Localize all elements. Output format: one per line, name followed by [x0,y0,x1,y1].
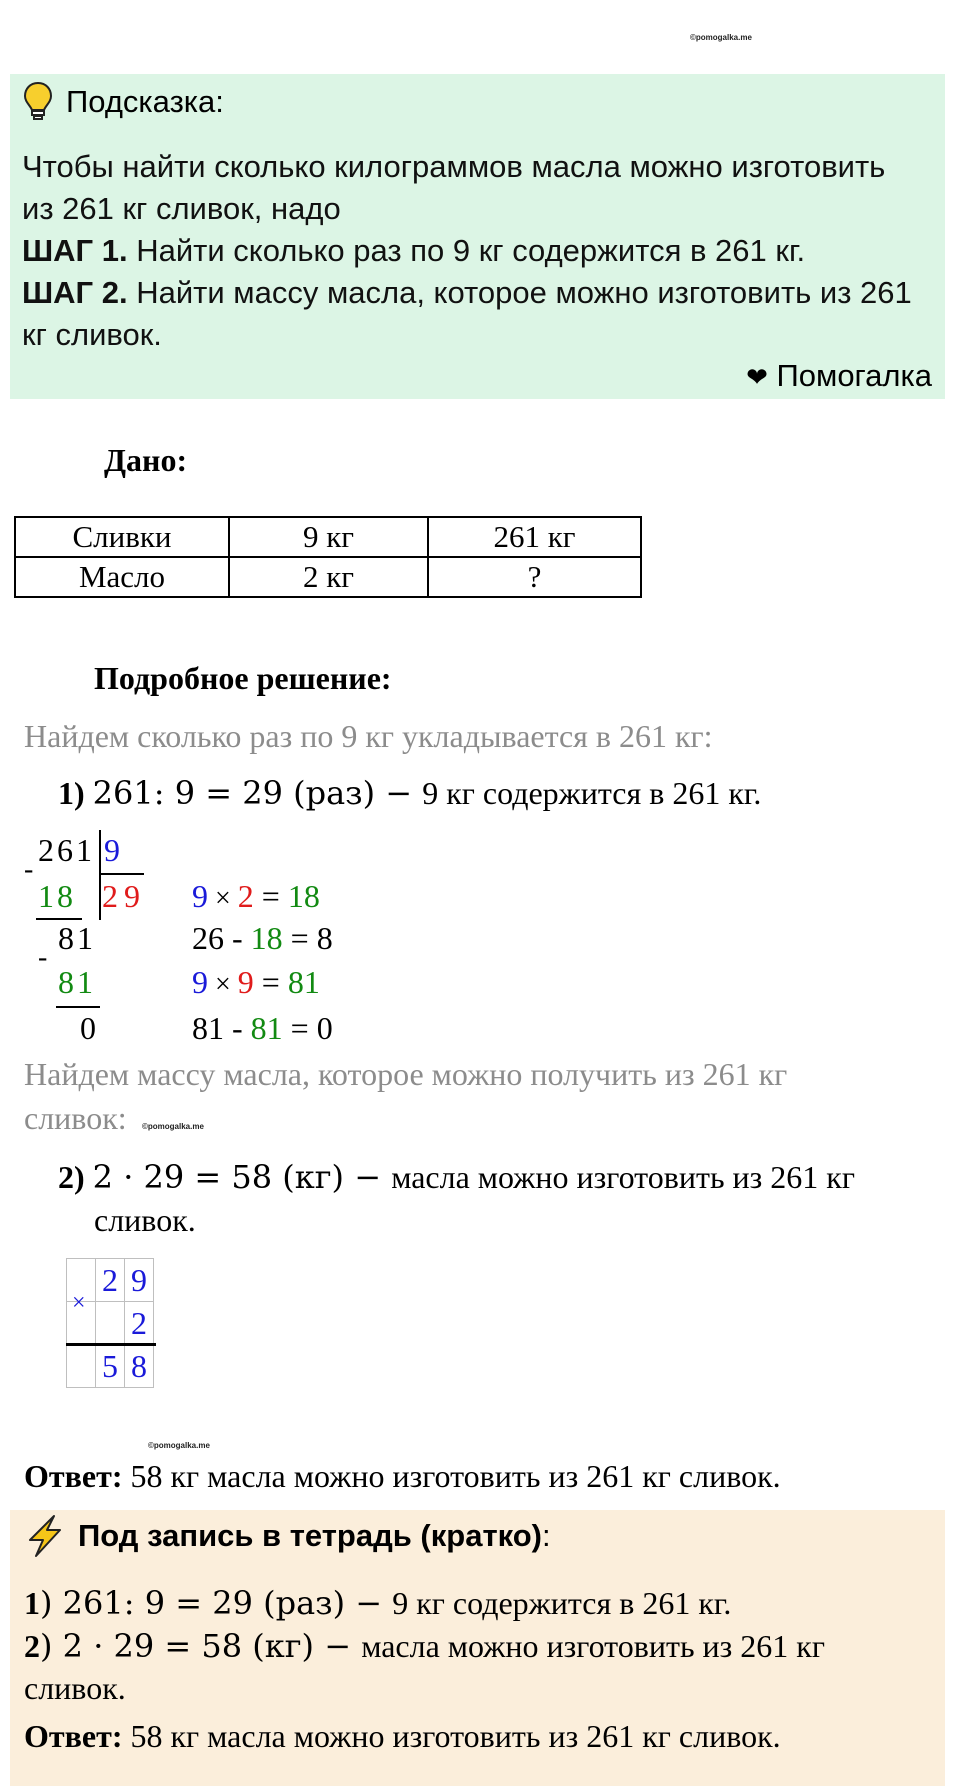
division-note-2 [192,920,333,957]
hint-step-1 [22,230,937,272]
division-sub-1: 18 [38,878,76,914]
multiplication-line [66,1343,156,1346]
notes-line-1-number: 1 [24,1585,40,1621]
note-op: × [208,883,238,914]
mult-cell: 9 [125,1259,154,1302]
hint-title: Подсказка: [66,84,224,119]
notes-line-1 [24,1584,731,1622]
mult-cell [96,1302,125,1345]
division-horizontal-line [100,873,144,875]
solution-answer [24,1458,781,1495]
division-minus-1: - [24,854,34,885]
watermark-middle: ©pomogalka.me [142,1122,204,1131]
hint-body [22,146,937,356]
notes-answer-text: 58 кг масла можно изготовить из 261 кг сливок. [122,1718,781,1754]
solution-intro-1: Найдем сколько раз по 9 кг укладывается в 261 кг: [24,718,713,754]
given-cell: 9 кг [229,517,428,557]
notes-answer [24,1718,781,1755]
solution-intro-2a: Найдем массу масла, которое можно получить из 261 кг [24,1056,788,1092]
lightbulb-icon [22,80,54,122]
given-cell: 2 кг [229,557,428,597]
solution-step-2 [58,1158,855,1196]
notes-line-2 [24,1627,825,1665]
step-2-text: масла можно изготовить из 261 кг [391,1159,855,1195]
notes-line-1-text: 9 кг содержится в 261 кг. [392,1585,732,1621]
note-factor-b: 2 [237,878,254,914]
notes-title [78,1518,551,1554]
watermark-bottom: ©pomogalka.me [148,1441,210,1450]
note-result: = 0 [282,1010,333,1046]
mult-cell: 8 [125,1345,154,1388]
hint-step-2-text: Найти массу масла, которое можно изготовить из 261 [127,275,912,310]
notes-line-2-number: 2 [24,1628,40,1664]
given-cell: Сливки [15,517,229,557]
hint-line-1: Чтобы найти сколько килограммов масла можно изготовить [22,149,886,184]
mult-cell [67,1345,96,1388]
division-note-1 [192,878,320,915]
division-dividend: 261 [38,832,95,868]
step-1-text: 9 кг содержится в 261 кг. [422,775,762,811]
given-cell: 261 кг [428,517,641,557]
note-op: × [208,969,238,1000]
hint-step-1-text: Найти сколько раз по 9 кг содержится в 261 кг. [127,233,806,268]
division-underline-2 [56,1006,100,1008]
note-minuend: 81 - [192,1010,251,1046]
note-product: 81 [287,964,320,1000]
heart-icon: ❤ [746,362,768,392]
solution-step-1 [58,774,761,812]
division-sub-2: 81 [58,964,96,1000]
hint-step-2-cont: кг сливок. [22,317,162,352]
answer-label: Ответ: [24,1458,123,1494]
notes-answer-label: Ответ: [24,1718,123,1754]
note-result: = 8 [282,920,333,956]
notes-line-2-expression: ) 2 · 29 = 58 (кг) − [40,1627,362,1665]
division-divisor: 9 [104,832,120,868]
notes-line-2-text: масла можно изготовить из 261 кг [361,1628,825,1664]
note-factor-a: 9 [192,878,208,914]
division-quotient: 29 [102,878,146,914]
signature-text: Помогалка [776,358,932,393]
solution-title: Подробное решение: [94,660,392,696]
note-minuend: 26 - [192,920,251,956]
division-note-3 [192,964,320,1001]
solution-step-2-cont: сливок. [94,1202,196,1238]
note-factor-b: 9 [237,964,254,1000]
hint-step-2-label: ШАГ 2. [22,275,128,310]
lightning-icon [24,1514,66,1558]
given-title: Дано: [104,442,188,478]
hint-step-1-label: ШАГ 1. [22,233,128,268]
watermark-top: ©pomogalka.me [690,33,752,42]
note-product: 18 [287,878,320,914]
notes-line-1-expression: ) 261: 9 = 29 (раз) − [40,1584,393,1622]
mult-cell: 2 [125,1302,154,1345]
notes-line-2-cont: сливок. [24,1670,126,1706]
answer-text: 58 кг масла можно изготовить из 261 кг сливок. [122,1458,781,1494]
given-table [14,516,642,598]
mult-row [67,1345,154,1388]
given-cell: ? [428,557,641,597]
note-eq: = [253,964,288,1000]
mult-cell: 2 [96,1259,125,1302]
note-eq: = [253,878,288,914]
solution-intro-2b: сливок: [24,1100,127,1136]
given-row [15,557,641,597]
division-remainder-2: 0 [80,1010,96,1046]
note-subtrahend: 81 [250,1010,283,1046]
division-remainder-1: 81 [58,920,96,956]
given-cell: Масло [15,557,229,597]
multiplication-grid [66,1258,154,1388]
step-2-expression: 2 · 29 = 58 (кг) − [92,1158,392,1196]
mult-cell: 5 [96,1345,125,1388]
note-subtrahend: 18 [250,920,283,956]
hint-step-2 [22,272,937,314]
division-note-4 [192,1010,333,1047]
notes-title-colon: : [542,1518,551,1553]
step-2-number: 2) [58,1159,85,1195]
hint-line-2: из 261 кг сливок, надо [22,191,341,226]
hint-signature [746,358,932,394]
multiplication-sign: × [72,1290,86,1316]
step-1-number: 1) [58,775,85,811]
notes-title-text: Под запись в тетрадь (кратко) [78,1518,542,1553]
given-row [15,517,641,557]
step-1-expression: 261: 9 = 29 (раз) − [92,774,423,812]
division-minus-2: - [38,942,48,973]
division-vertical-line [99,830,101,920]
note-factor-a: 9 [192,964,208,1000]
